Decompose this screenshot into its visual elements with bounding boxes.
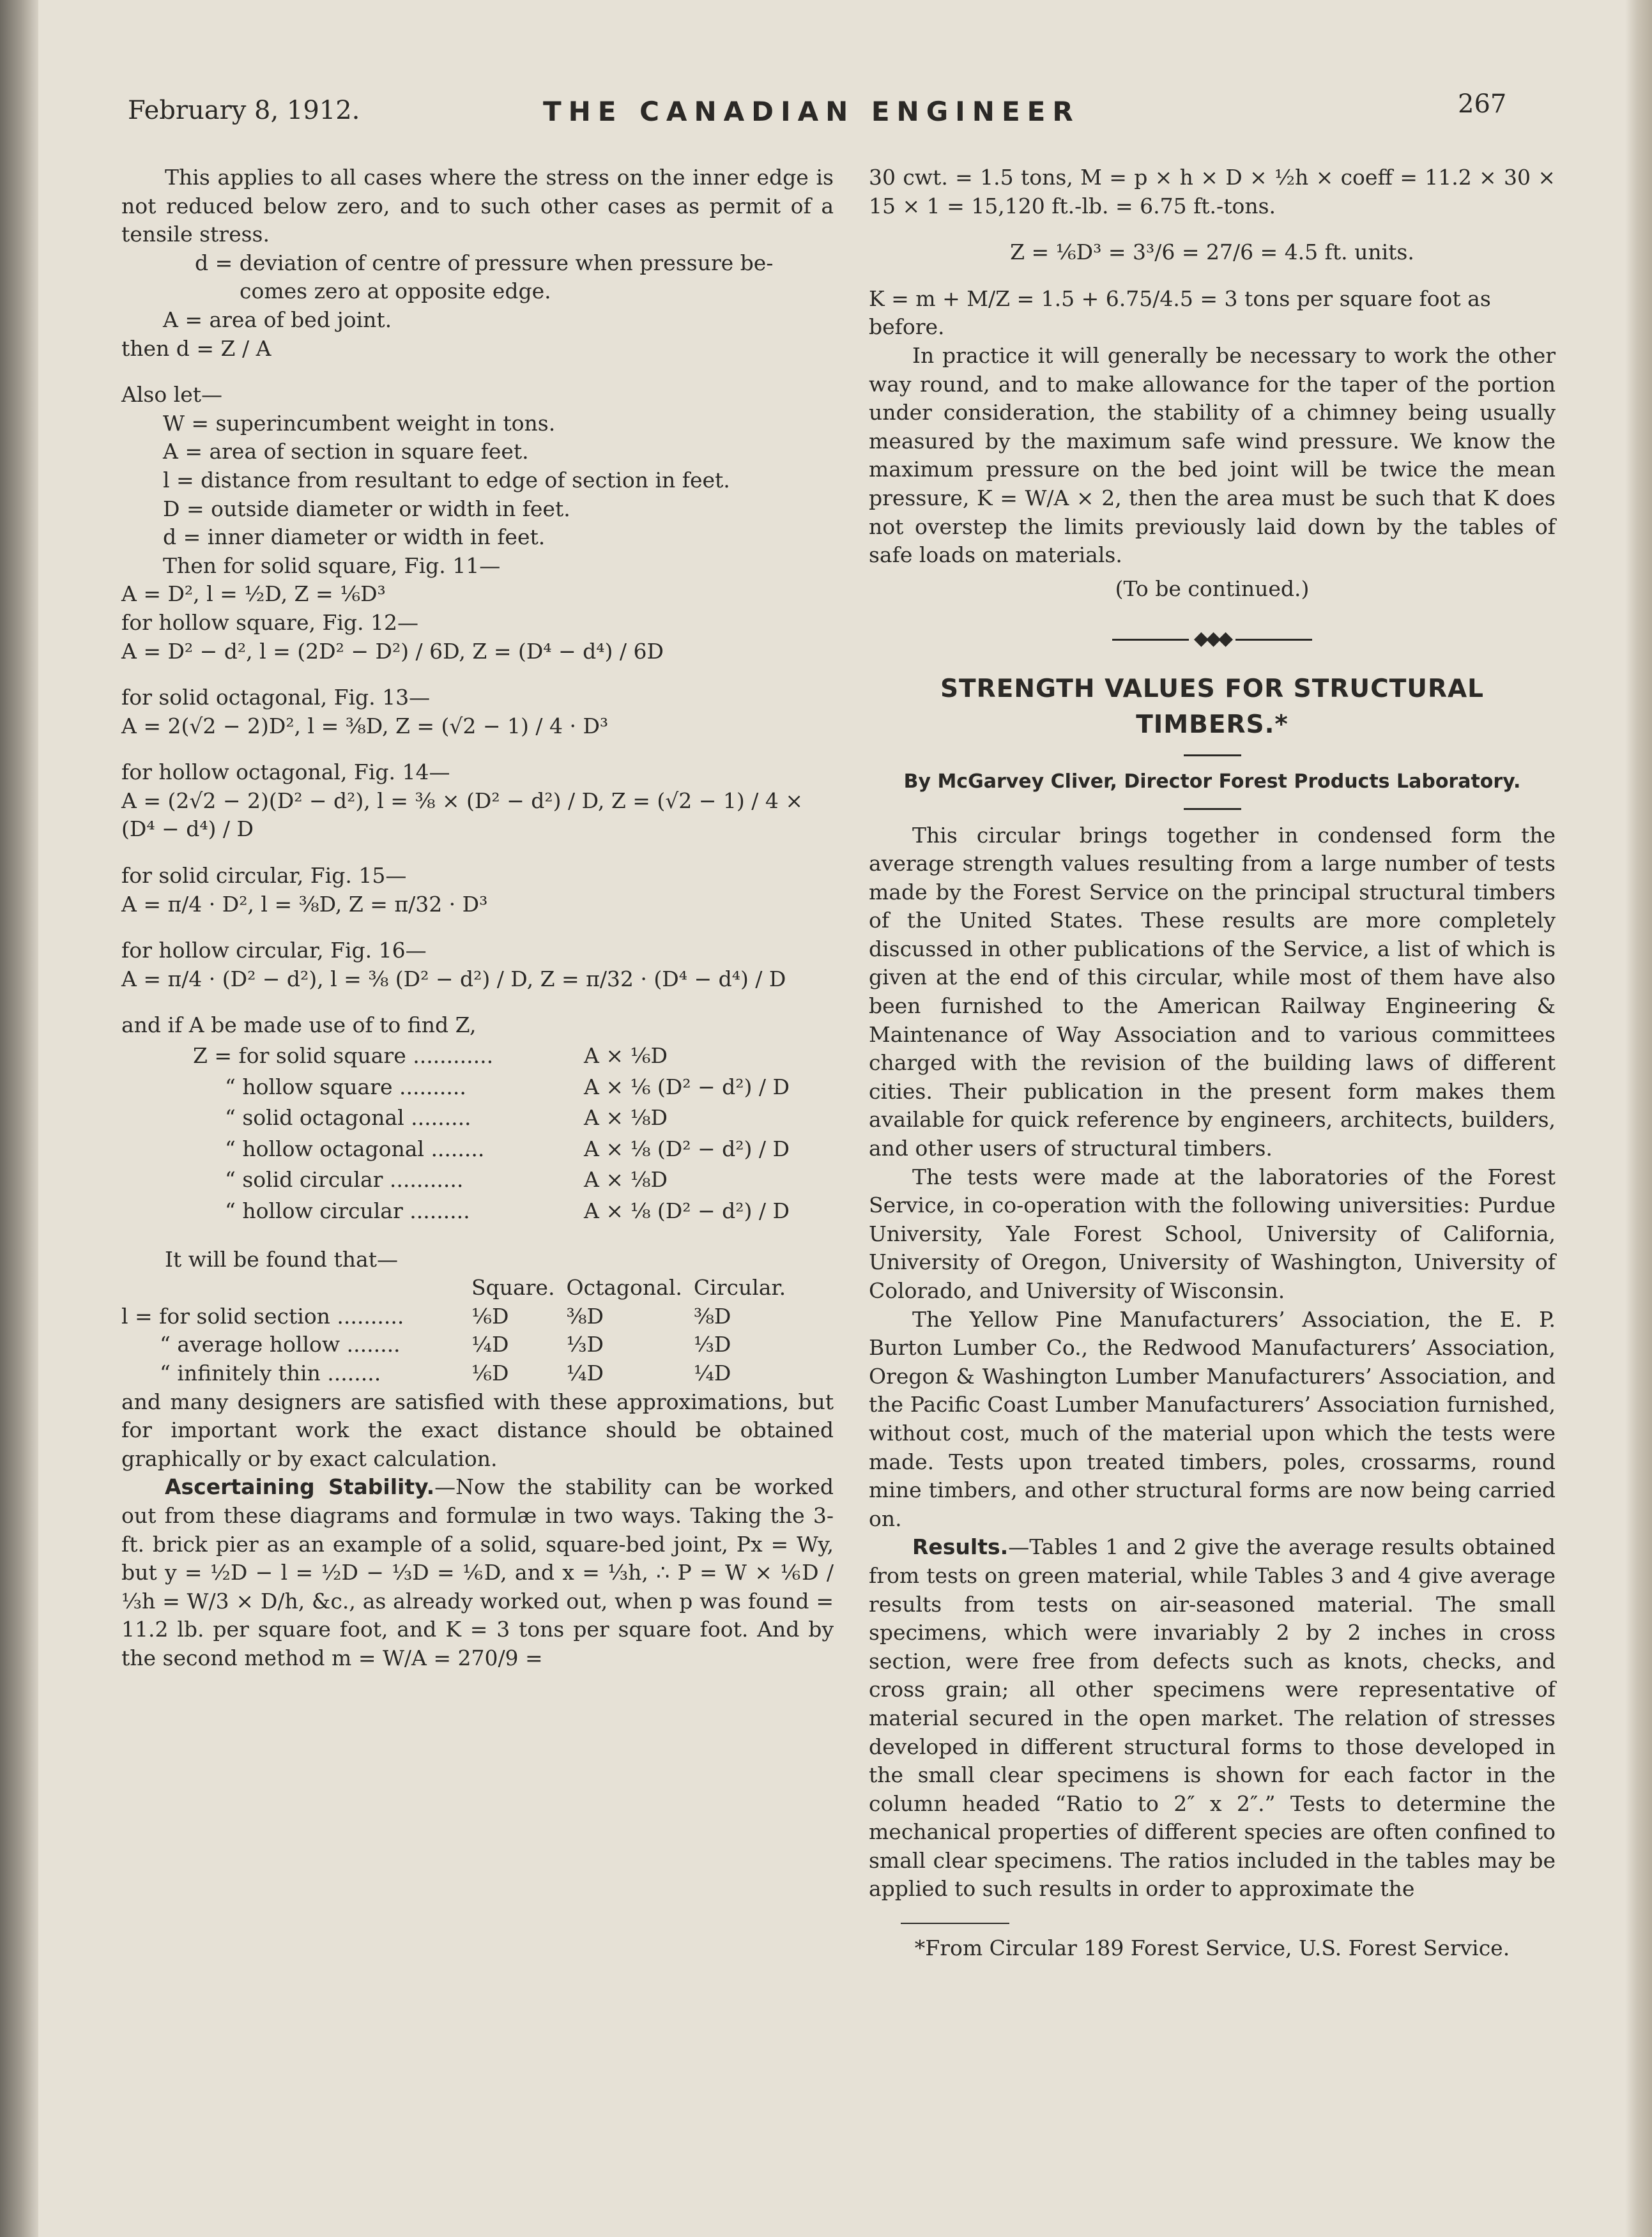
- column-header: Square.: [471, 1275, 555, 1301]
- table-row: “ infinitely thin ........ ⅙D ¼D ¼D: [160, 1360, 731, 1386]
- hollow-circular-formula: A = π/4 · (D² − d²), l = ⅜ (D² − d²) / D, Z = π/32 · (D⁴ − d⁴) / D: [121, 966, 786, 991]
- definition-d-cont: comes zero at opposite edge.: [240, 279, 551, 304]
- solid-square-formula: A = D², l = ½D, Z = ⅙D³: [121, 581, 386, 607]
- column-header: Circular.: [693, 1275, 786, 1301]
- right-column: [869, 164, 1556, 1963]
- z-formula-table: [192, 1040, 791, 1228]
- paragraph-associations: The Yellow Pine Manufacturers’ Association, the E. P. Burton Lumber Co., the Redwood Manufacturers’ Association, Oregon & Washington Lumber Manufacturers’ Association, and the Pacific Coast Lumber Manufacturers’ Association furnished, without cost, much of the material upon which the tests were made. Tests upon treated timbers, poles, crossarms, round mine timbers, and other structural forms are now being carried on.: [869, 1306, 1556, 1531]
- stability-heading: Ascertaining Stability.: [165, 1474, 435, 1500]
- z-row: Z = for solid square ............ A × ⅙D: [193, 1043, 668, 1069]
- page-edge-shadow: [1625, 0, 1652, 2237]
- hollow-circular-intro: for hollow circular, Fig. 16—: [121, 938, 427, 963]
- definition-item: A = area of section in square feet.: [163, 439, 529, 464]
- definition-item: d = inner diameter or width in feet.: [163, 524, 546, 550]
- formula-k: K = m + M/Z = 1.5 + 6.75/4.5 = 3 tons per square foot as: [869, 286, 1491, 311]
- paragraph-universities: The tests were made at the laboratories of the Forest Service, in co-operation with the following universities: Purdue University, Yale Forest School, University of California, University of Oregon, University of Washington, University of Colorado, and University of Wisconsin.: [869, 1164, 1556, 1303]
- journal-masthead: THE CANADIAN ENGINEER: [543, 96, 1080, 127]
- definition-d: d = deviation of centre of pressure when pressure be-: [195, 250, 774, 275]
- to-be-continued: (To be continued.): [1115, 576, 1310, 601]
- distance-table: [121, 1274, 797, 1387]
- title-rule: [1184, 754, 1241, 756]
- table-row: l = for solid section .......... ⅙D ⅜D ⅜D: [121, 1303, 731, 1329]
- z-row: “ hollow octagonal ........ A × ⅛ (D² − d²) / D: [225, 1136, 790, 1161]
- left-column: [121, 164, 834, 1673]
- article-byline: By McGarvey Cliver, Director Forest Products Laboratory.: [903, 770, 1521, 793]
- issue-date: February 8, 1912.: [128, 96, 360, 125]
- solid-square-intro: Then for solid square, Fig. 11—: [163, 553, 501, 578]
- table-header-row: [121, 1274, 797, 1302]
- solid-octagonal-intro: for solid octagonal, Fig. 13—: [121, 685, 431, 710]
- find-z-intro: and if A be made use of to find Z,: [121, 1012, 477, 1038]
- paragraph-stability: [121, 1473, 834, 1672]
- definition-item: D = outside diameter or width in feet.: [163, 496, 570, 521]
- definition-A: A = area of bed joint.: [163, 307, 392, 332]
- column-header: Octagonal.: [566, 1275, 682, 1301]
- before: before.: [869, 314, 945, 340]
- paragraph-moment: 30 cwt. = 1.5 tons, M = p × h × D × ½h × coeff = 11.2 × 30 × 15 × 1 = 15,120 ft.-lb. = 6.75 ft.-tons.: [869, 165, 1556, 218]
- solid-circular-formula: A = π/4 · D², l = ⅜D, Z = π/32 · D³: [121, 891, 488, 917]
- paragraph-tensile: This applies to all cases where the stress on the inner edge is not reduced below zero, and to such other cases as permit of a tensile stress.: [121, 165, 834, 247]
- also-let: Also let—: [121, 382, 223, 408]
- results-text: —Tables 1 and 2 give the average results obtained from tests on green material, while Tables 3 and 4 give average results from tests on air-seasoned material. The small specimens, which were invariably 2 by 2 inches in cross section, were free from defects such as knots, checks, and cross grain; all other specimens were representative of material secured in the open market. The relation of stresses developed in different structural forms to those developed in the small clear specimens is shown for each factor in the column headed “Ratio to 2″ x 2″.” Tests to determine the mechanical properties of different species are often confined to small clear specimens. The ratios included in the tables may be applied to such results in order to approximate the: [869, 1534, 1556, 1902]
- z-row: “ solid octagonal ......... A × ⅛D: [225, 1105, 668, 1131]
- byline-rule: [1184, 808, 1241, 810]
- z-row: “ hollow circular ......... A × ⅛ (D² − d²) / D: [225, 1198, 790, 1223]
- z-row: “ solid circular ........... A × ⅛D: [225, 1167, 668, 1193]
- solid-octagonal-formula: A = 2(√2 − 2)D², l = ⅜D, Z = (√2 − 1) / 4 · D³: [121, 713, 609, 738]
- z-row: “ hollow square .......... A × ⅙ (D² − d²) / D: [225, 1074, 790, 1099]
- hollow-octagonal-formula: A = (2√2 − 2)(D² − d²), l = ⅜ × (D² − d²) / D, Z = (√2 − 1) / 4 × (D⁴ − d⁴) / D: [121, 788, 804, 842]
- section-ornament: ◆◆◆: [869, 625, 1556, 653]
- formula-then-d: then d = Z / A: [121, 335, 272, 361]
- page-gutter-shadow: [0, 0, 38, 2237]
- stability-text: —Now the stability can be worked out from these diagrams and formulæ in two ways. Taking the 3-ft. brick pier as an example of a solid, square-bed joint, Px = Wy, but y = ½D − l = ½D − ⅓D = ⅙D, and x = ⅓h, ∴ P = W × ⅙D / ⅓h = W/3 × D/h, &c., as already worked out, when p was found = 11.2 lb. per square foot, and K = 3 tons per square foot. And by the second method m = W/A = 270/9 =: [121, 1474, 834, 1670]
- footnote: *From Circular 189 Forest Service, U.S. Forest Service.: [914, 1935, 1510, 1961]
- found-that: It will be found that—: [165, 1246, 398, 1272]
- article-title: STRENGTH VALUES FOR STRUCTURAL: [940, 674, 1485, 703]
- paragraph-practice: In practice it will generally be necessary to work the other way round, and to make allowance for the taper of the portion under consideration, the stability of a chimney being usually measured by the maximum safe wind pressure. We know the maximum pressure on the bed joint will be twice the mean pressure, K = W/A × 2, then the area must be such that K does not overstep the limits previously laid down by the tables of safe loads on materials.: [869, 342, 1556, 568]
- definition-item: W = superincumbent weight in tons.: [163, 410, 556, 436]
- results-heading: Results.: [912, 1534, 1009, 1560]
- hollow-square-formula: A = D² − d², l = (2D² − D²) / 6D, Z = (D⁴ − d⁴) / 6D: [121, 638, 664, 664]
- hollow-square-intro: for hollow square, Fig. 12—: [121, 609, 418, 635]
- article-title-cont: TIMBERS.*: [1136, 710, 1289, 739]
- paragraph-results: [869, 1533, 1556, 1904]
- formula-z: Z = ⅙D³ = 3³/6 = 27/6 = 4.5 ft. units.: [1010, 240, 1414, 265]
- definition-item: l = distance from resultant to edge of section in feet.: [163, 467, 730, 492]
- solid-circular-intro: for solid circular, Fig. 15—: [121, 863, 407, 889]
- hollow-octagonal-intro: for hollow octagonal, Fig. 14—: [121, 760, 450, 785]
- footnote-rule: [901, 1923, 1009, 1924]
- paragraph-intro: This circular brings together in condensed form the average strength values resulting from a large number of tests made by the Forest Service on the principal structural timbers of the United States. These results are more completely discussed in other publications of the Service, a list of which is given at the end of this circular, while most of them have also been furnished to the American Railway Engineering & Maintenance of Way Association and to various committees charged with the revision of the building laws of different cities. Their publication in the present form makes them available for quick reference by engineers, architects, builders, and other users of structural timbers.: [869, 822, 1556, 1161]
- table-row: “ average hollow ........ ¼D ⅓D ⅓D: [160, 1332, 731, 1357]
- page-number: 267: [1458, 89, 1507, 119]
- paragraph-designers: and many designers are satisfied with these approximations, but for important work the exact distance should be obtained graphically or by exact calculation.: [121, 1389, 834, 1471]
